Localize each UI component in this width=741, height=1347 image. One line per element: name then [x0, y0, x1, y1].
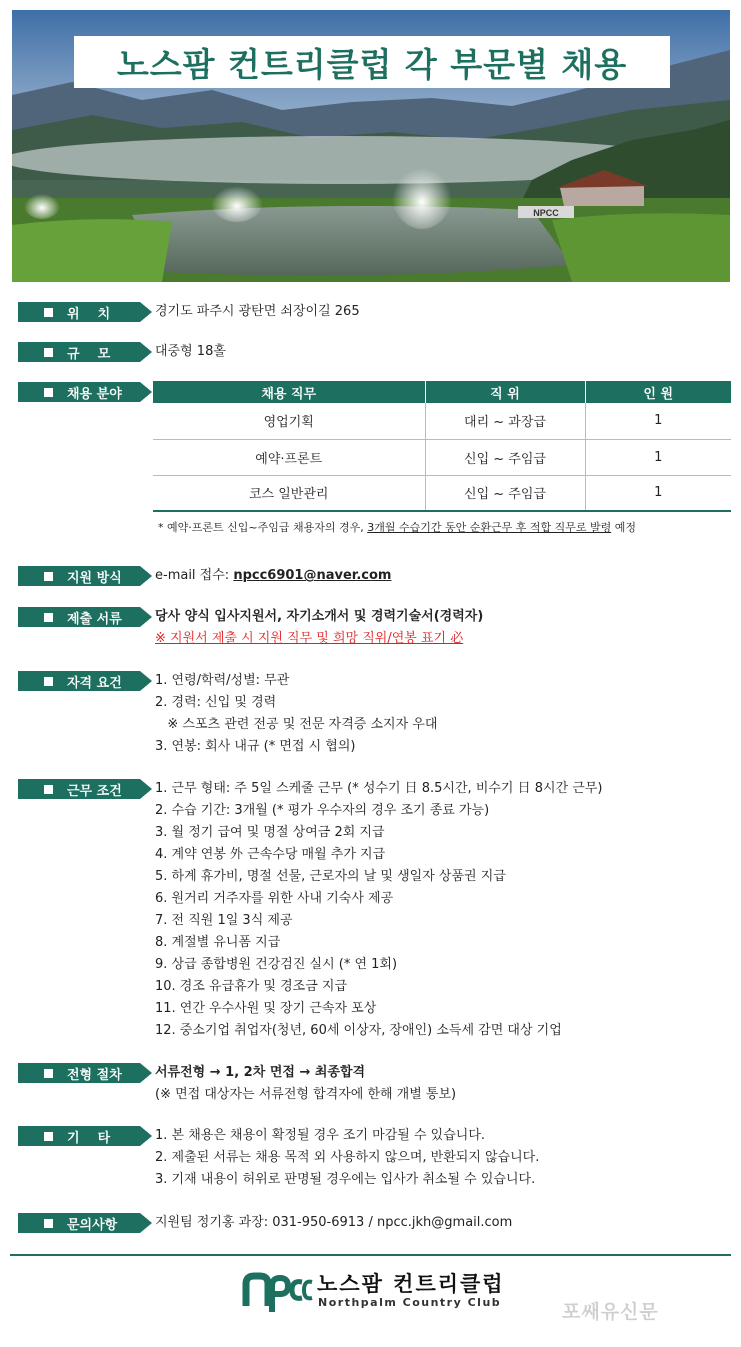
contact-value: 지원팀 정기홍 과장: 031-950-6913 / npcc.jkh@gmail.com [155, 1215, 513, 1230]
npcc-logo-mark-icon [242, 1266, 314, 1314]
club-name-korean: 노스팜 컨트리클럽 [317, 1272, 505, 1296]
etc-list [155, 1125, 539, 1191]
documents-main: 당사 양식 입사지원서, 자기소개서 및 경력기술서(경력자) [155, 609, 484, 624]
list-item: 2. 제출된 서류는 채용 목적 외 사용하지 않으며, 반환되지 않습니다. [155, 1150, 540, 1165]
cell-position: 대리 ~ 과장급 [425, 403, 585, 439]
section-label: 위 치 [67, 306, 111, 322]
list-item: 2. 수습 기간: 3개월 (* 평가 우수자의 경우 조기 종료 가능) [155, 803, 490, 818]
cell-job: 예약·프론트 [153, 439, 425, 475]
fields-note [158, 519, 636, 535]
header-position: 직 위 [425, 381, 585, 403]
square-bullet-icon [44, 388, 53, 397]
list-item: 1. 연령/학력/성별: 무관 [155, 673, 290, 688]
course-sign: NPCC [533, 208, 559, 218]
list-item: 5. 하계 휴가비, 명절 선물, 근로자의 날 및 생일자 상품권 지급 [155, 869, 506, 884]
newspaper-watermark: 포쌔유신문 [562, 1301, 659, 1323]
table-row [153, 439, 731, 475]
cell-job: 영업기획 [153, 403, 425, 439]
table-row [153, 475, 731, 511]
section-tag-scale [18, 342, 153, 362]
scale-value: 대중형 18홀 [155, 344, 226, 359]
section-label: 기 타 [67, 1130, 111, 1146]
section-label: 지원 방식 [67, 570, 122, 586]
list-item: 9. 상급 종합병원 건강검진 실시 (* 연 1회) [155, 957, 398, 972]
section-tag-location [18, 302, 153, 322]
square-bullet-icon [44, 308, 53, 317]
section-tag-qualifications [18, 671, 153, 691]
club-name-english: Northpalm Country Club [318, 1296, 502, 1309]
header-job: 채용 직무 [153, 381, 425, 403]
note-suffix: 예정 [611, 521, 636, 534]
cell-count: 1 [585, 439, 731, 475]
section-label: 전형 절차 [67, 1067, 122, 1083]
section-label: 근무 조건 [67, 783, 122, 799]
square-bullet-icon [44, 677, 53, 686]
section-tag-method [18, 566, 153, 586]
qualifications-list [155, 670, 437, 758]
list-item: 7. 전 직원 1일 3식 제공 [155, 913, 293, 928]
section-label: 채용 분야 [67, 386, 122, 402]
conditions-list [155, 778, 602, 1042]
list-item: 1. 근무 형태: 주 5일 스케줄 근무 (* 성수기 日 8.5시간, 비수기 日 8시간 근무) [155, 781, 603, 796]
documents-content [155, 606, 483, 650]
section-label: 문의사항 [67, 1217, 118, 1233]
section-tag-process [18, 1063, 153, 1083]
list-item: 10. 경조 유급휴가 및 경조금 지급 [155, 979, 348, 994]
method-line [155, 565, 391, 587]
club-logo [242, 1266, 512, 1316]
list-item: 3. 월 정기 급여 및 명절 상여금 2회 지급 [155, 825, 385, 840]
title-banner [74, 36, 670, 88]
footer-divider [10, 1254, 731, 1256]
section-label: 제출 서류 [67, 611, 122, 627]
section-tag-conditions [18, 779, 153, 799]
list-item: 12. 중소기업 취업자(청년, 60세 이상자, 장애인) 소득세 감면 대상 기업 [155, 1023, 562, 1038]
page-title: 노스팜 컨트리클럽 각 부문별 채용 [116, 44, 628, 84]
list-item: 1. 본 채용은 채용이 확정될 경우 조기 마감될 수 있습니다. [155, 1128, 486, 1143]
list-item: 8. 계절별 유니폼 지급 [155, 935, 281, 950]
jobs-table [153, 381, 731, 512]
note-prefix: * 예약·프론트 신입~주임급 채용자의 경우, [158, 521, 368, 534]
hero-image [12, 10, 730, 282]
square-bullet-icon [44, 348, 53, 357]
list-item: 11. 연간 우수사원 및 장기 근속자 포상 [155, 1001, 377, 1016]
section-tag-documents [18, 607, 153, 627]
cell-position: 신입 ~ 주임급 [425, 475, 585, 511]
square-bullet-icon [44, 613, 53, 622]
cell-count: 1 [585, 403, 731, 439]
table-header-row [153, 381, 731, 403]
cell-count: 1 [585, 475, 731, 511]
documents-warning: ※ 지원서 제출 시 지원 직무 및 희망 직위/연봉 표기 必 [155, 631, 464, 646]
list-item: 6. 원거리 거주자를 위한 사내 기숙사 제공 [155, 891, 394, 906]
list-item: 4. 계약 연봉 外 근속수당 매월 추가 지급 [155, 847, 386, 862]
apply-email-link[interactable]: npcc6901@naver.com [233, 568, 392, 583]
location-value: 경기도 파주시 광탄면 쇠장이길 265 [155, 304, 360, 319]
square-bullet-icon [44, 572, 53, 581]
process-sub: (※ 면접 대상자는 서류전형 합격자에 한해 개별 통보) [155, 1087, 457, 1102]
process-content [155, 1062, 456, 1106]
section-tag-fields [18, 382, 153, 402]
section-tag-etc [18, 1126, 153, 1146]
note-underlined: 3개월 수습기간 동안 순환근무 후 적합 직무로 발령 [367, 521, 612, 534]
cell-position: 신입 ~ 주임급 [425, 439, 585, 475]
list-item: 3. 기재 내용이 허위로 판명될 경우에는 입사가 취소될 수 있습니다. [155, 1172, 536, 1187]
process-main: 서류전형 → 1, 2차 면접 → 최종합격 [155, 1065, 366, 1080]
list-item: ※ 스포츠 관련 전공 및 전문 자격증 소지자 우대 [155, 717, 438, 732]
list-item: 2. 경력: 신입 및 경력 [155, 695, 277, 710]
square-bullet-icon [44, 1132, 53, 1141]
header-count: 인 원 [585, 381, 731, 403]
square-bullet-icon [44, 1219, 53, 1228]
section-tag-contact [18, 1213, 153, 1233]
table-row [153, 403, 731, 439]
square-bullet-icon [44, 1069, 53, 1078]
square-bullet-icon [44, 785, 53, 794]
list-item: 3. 연봉: 회사 내규 (* 면접 시 협의) [155, 739, 356, 754]
cell-job: 코스 일반관리 [153, 475, 425, 511]
method-prefix: e-mail 접수: [155, 568, 234, 583]
section-label: 자격 요건 [67, 675, 122, 691]
section-label: 규 모 [67, 346, 111, 362]
